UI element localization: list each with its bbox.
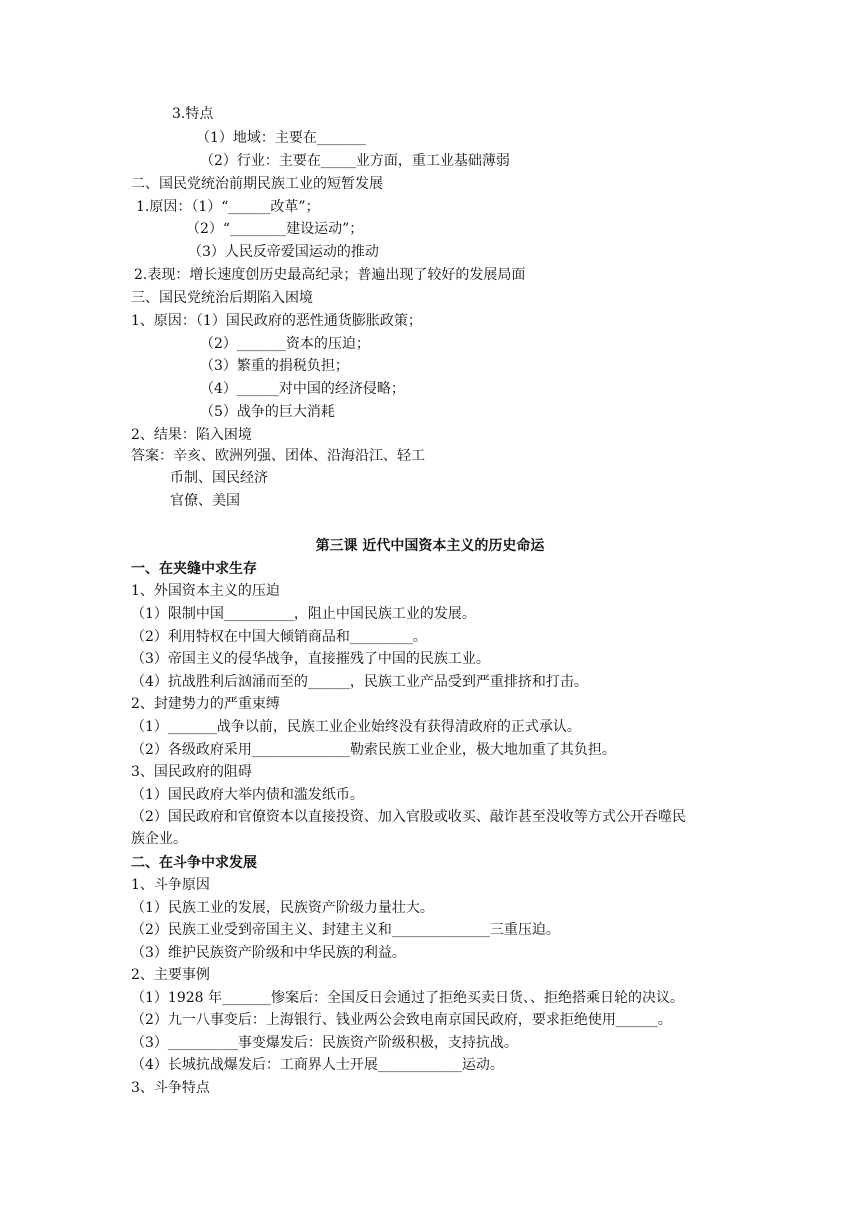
sub-heading-foreign: 1、外国资本主义的压迫: [131, 583, 280, 599]
lesson-title: 第三课 近代中国资本主义的历史命运: [315, 538, 545, 554]
item-example-3: （3）__________事变爆发后：民族资产阶级积极，支持抗战。: [131, 1035, 518, 1051]
item-government-1: （1）国民政府大举内债和滥发纸币。: [131, 787, 364, 803]
line-cause-1: 1.原因：（1）“______改革”；: [136, 199, 320, 215]
line-reason-3: （3）繁重的捐税负担；: [200, 358, 349, 374]
line-industry: （2）行业：主要在_____业方面，重工业基础薄弱: [200, 153, 510, 169]
line-cause-3: （3）人民反帝爱国运动的推动: [188, 244, 379, 260]
heading-features: 3.特点: [172, 106, 214, 122]
line-reason-5: （5）战争的巨大消耗: [200, 404, 335, 420]
line-region: （1）地域：主要在_______: [196, 130, 366, 146]
line-reason-4: （4）______对中国的经济侵略；: [200, 381, 405, 397]
item-example-4: （4）长城抗战爆发后：工商界人士开展____________运动。: [131, 1057, 504, 1073]
sub-heading-features: 3、斗争特点: [131, 1080, 210, 1096]
sub-heading-feudal: 2、封建势力的严重束缚: [131, 696, 280, 712]
sub-heading-government: 3、国民政府的阻碍: [131, 764, 252, 780]
item-foreign-4: （4）抗战胜利后汹涌而至的______，民族工业产品受到严重排挤和打击。: [131, 674, 588, 690]
line-cause-2: （2）“________建设运动”；: [186, 221, 364, 237]
item-cause-3: （3）维护民族资产阶级和中华民族的利益。: [131, 945, 406, 961]
item-cause-1: （1）民族工业的发展，民族资产阶级力量壮大。: [131, 900, 434, 916]
sub-heading-examples: 2、主要事例: [131, 967, 210, 983]
section-heading-3: 三、国民党统治后期陷入困境: [131, 290, 313, 306]
answer-line-2: 币制、国民经济: [170, 470, 268, 486]
section-heading-survival: 一、在夹缝中求生存: [131, 561, 257, 577]
item-feudal-2: （2）各级政府采用______________勒索民族工业企业，极大地加重了其负担。: [131, 742, 616, 758]
line-performance: 2.表现：增长速度创历史最高纪录；普遍出现了较好的发展局面: [134, 267, 526, 283]
item-feudal-1: （1）_______战争以前，民族工业企业始终没有获得清政府的正式承认。: [131, 719, 581, 735]
sub-heading-cause: 1、斗争原因: [131, 877, 210, 893]
item-government-2: （2）国民政府和官僚资本以直接投资、加入官股或收买、敲诈甚至没收等方式公开吞噬民: [131, 809, 686, 825]
item-foreign-2: （2）利用特权在中国大倾销商品和_________。: [131, 629, 427, 645]
item-example-2: （2）九一八事变后：上海银行、钱业两公会致电南京国民政府，要求拒绝使用______。: [131, 1012, 672, 1028]
item-government-2-cont: 族企业。: [131, 831, 187, 847]
answer-line-1: 答案：辛亥、欧洲列强、团体、沿海沿江、轻工: [131, 448, 425, 464]
item-foreign-3: （3）帝国主义的侵华战争，直接摧残了中国的民族工业。: [131, 651, 490, 667]
item-cause-2: （2）民族工业受到帝国主义、封建主义和______________三重压迫。: [131, 922, 560, 938]
section-heading-2: 二、国民党统治前期民族工业的短暂发展: [131, 176, 383, 192]
line-reason-1: 1、原因：（1）国民政府的恶性通货膨胀政策；: [131, 313, 422, 329]
item-example-1: （1）1928 年_______惨案后：全国反日会通过了拒绝买卖日货、、拒绝搭乘日轮的决议。: [131, 990, 684, 1006]
answer-line-3: 官僚、美国: [170, 493, 240, 509]
item-foreign-1: （1）限制中国__________，阻止中国民族工业的发展。: [131, 606, 476, 622]
line-reason-2: （2）_______资本的压迫；: [200, 336, 370, 352]
section-heading-struggle: 二、在斗争中求发展: [131, 855, 257, 871]
line-result: 2、结果：陷入困境: [131, 427, 252, 443]
